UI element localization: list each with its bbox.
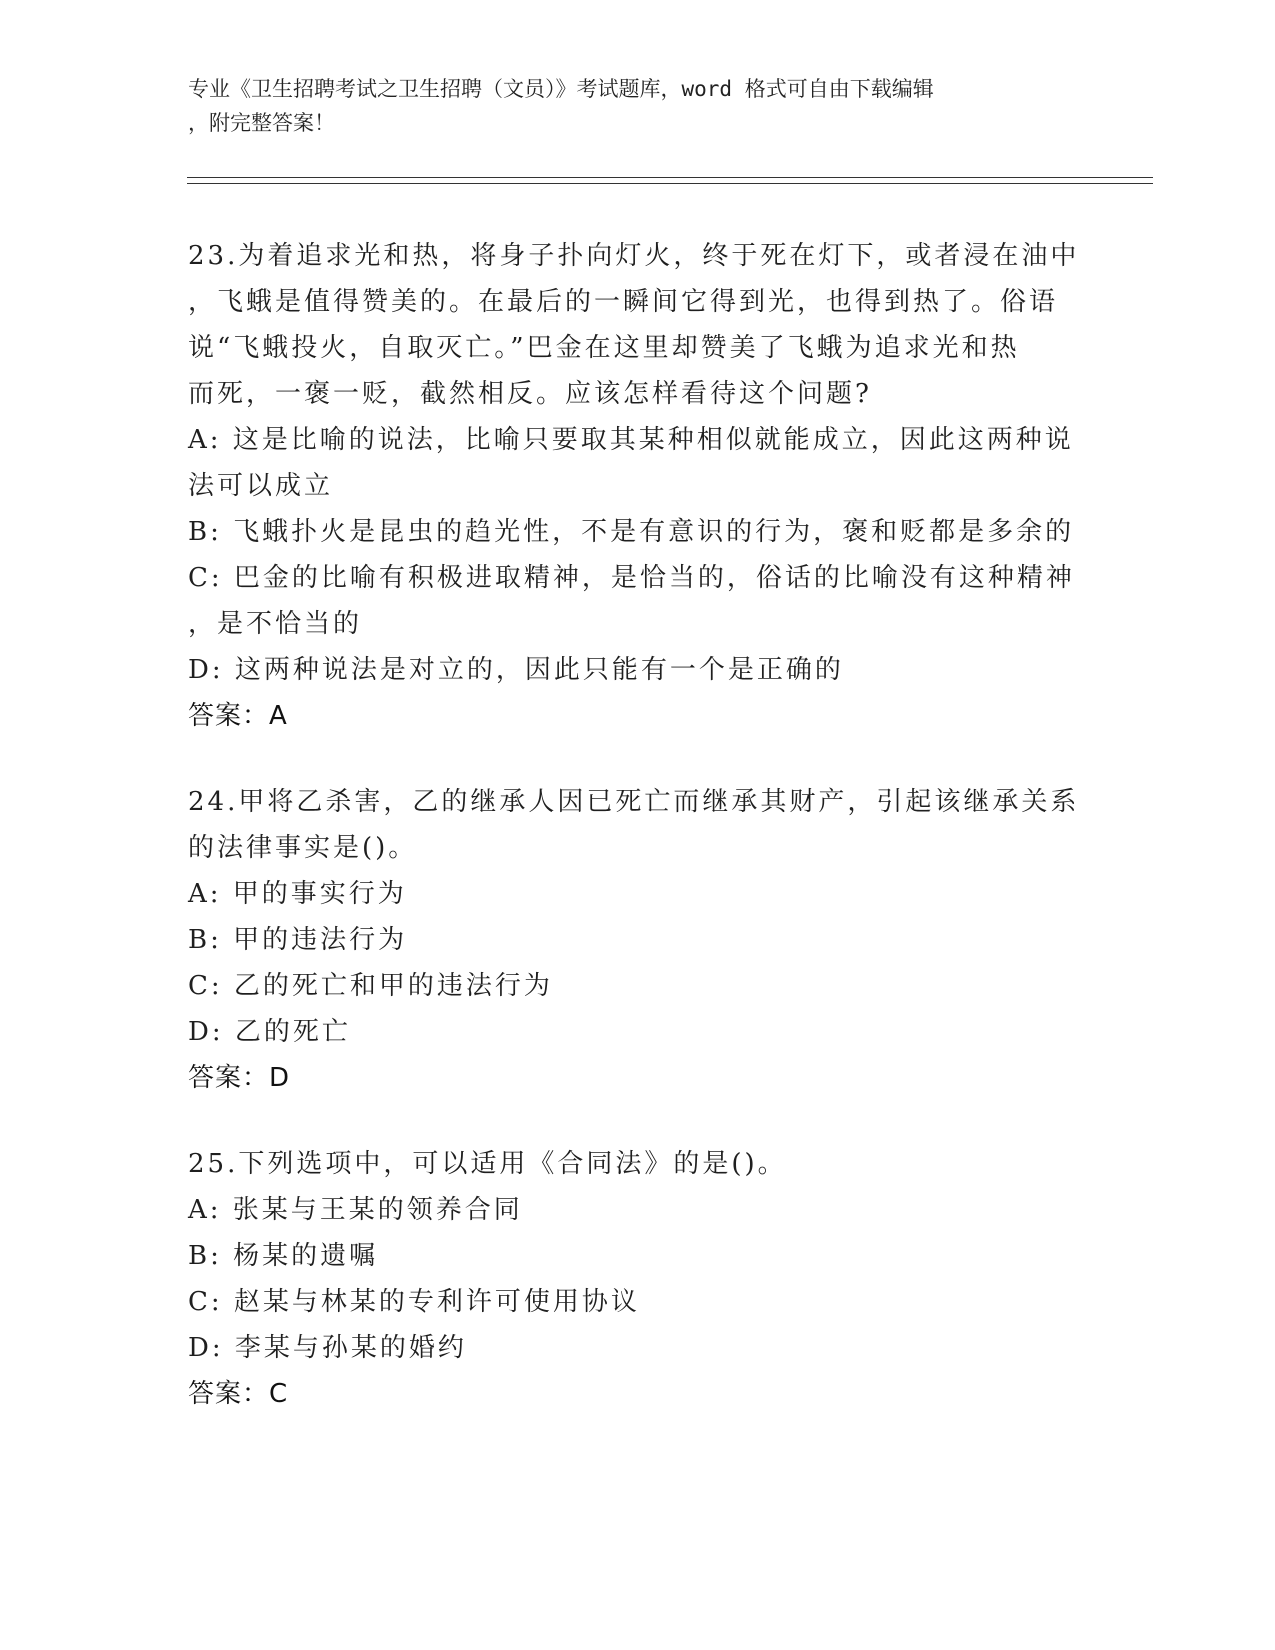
option-c: ，是不恰当的 <box>188 609 363 639</box>
question-text: 而死，一褒一贬，截然相反。应该怎样看待这个问题? <box>188 379 872 409</box>
answer-line: 答案：D <box>188 1063 291 1093</box>
header-divider <box>187 177 1153 178</box>
option-b: B: 飞蛾扑火是昆虫的趋光性，不是有意识的行为，褒和贬都是多余的 <box>188 517 1075 547</box>
question-24 <box>188 779 1088 1101</box>
header-line: ，附完整答案！ <box>188 111 335 135</box>
question-23 <box>188 233 1088 739</box>
document-header <box>188 72 1088 140</box>
option-c: C: 赵某与林某的专利许可使用协议 <box>188 1287 640 1317</box>
question-25 <box>188 1141 1088 1417</box>
option-d: D: 这两种说法是对立的，因此只能有一个是正确的 <box>188 655 844 685</box>
question-text: ，飞蛾是值得赞美的。在最后的一瞬间它得到光，也得到热了。俗语 <box>188 287 1059 317</box>
option-c: C: 乙的死亡和甲的违法行为 <box>188 971 553 1001</box>
answer-line: 答案：A <box>188 701 288 731</box>
question-text: 25.下列选项中，可以适用《合同法》的是()。 <box>188 1149 787 1179</box>
question-text: 24.甲将乙杀害，乙的继承人因已死亡而继承其财产，引起该继承关系 <box>188 787 1080 817</box>
option-d: D: 李某与孙某的婚约 <box>188 1333 467 1363</box>
question-text: 说“飞蛾投火，自取灭亡。”巴金在这里却赞美了飞蛾为追求光和热 <box>188 333 1020 363</box>
header-divider <box>187 183 1153 184</box>
option-b: B: 杨某的遗嘱 <box>188 1241 379 1271</box>
answer-line: 答案：C <box>188 1379 289 1409</box>
question-text: 的法律事实是()。 <box>188 833 418 863</box>
option-c: C: 巴金的比喻有积极进取精神，是恰当的，俗话的比喻没有这种精神 <box>188 563 1075 593</box>
option-d: D: 乙的死亡 <box>188 1017 351 1047</box>
option-a: A: 甲的事实行为 <box>188 879 407 909</box>
option-a: A: 张某与王某的领养合同 <box>188 1195 523 1225</box>
option-b: B: 甲的违法行为 <box>188 925 408 955</box>
question-text: 23.为着追求光和热，将身子扑向灯火，终于死在灯下，或者浸在油中 <box>188 241 1080 271</box>
option-a: A: 这是比喻的说法，比喻只要取其某种相似就能成立，因此这两种说 <box>188 425 1074 455</box>
option-a: 法可以成立 <box>188 471 334 501</box>
header-line: 专业《卫生招聘考试之卫生招聘（文员）》考试题库，word 格式可自由下载编辑 <box>188 77 934 101</box>
